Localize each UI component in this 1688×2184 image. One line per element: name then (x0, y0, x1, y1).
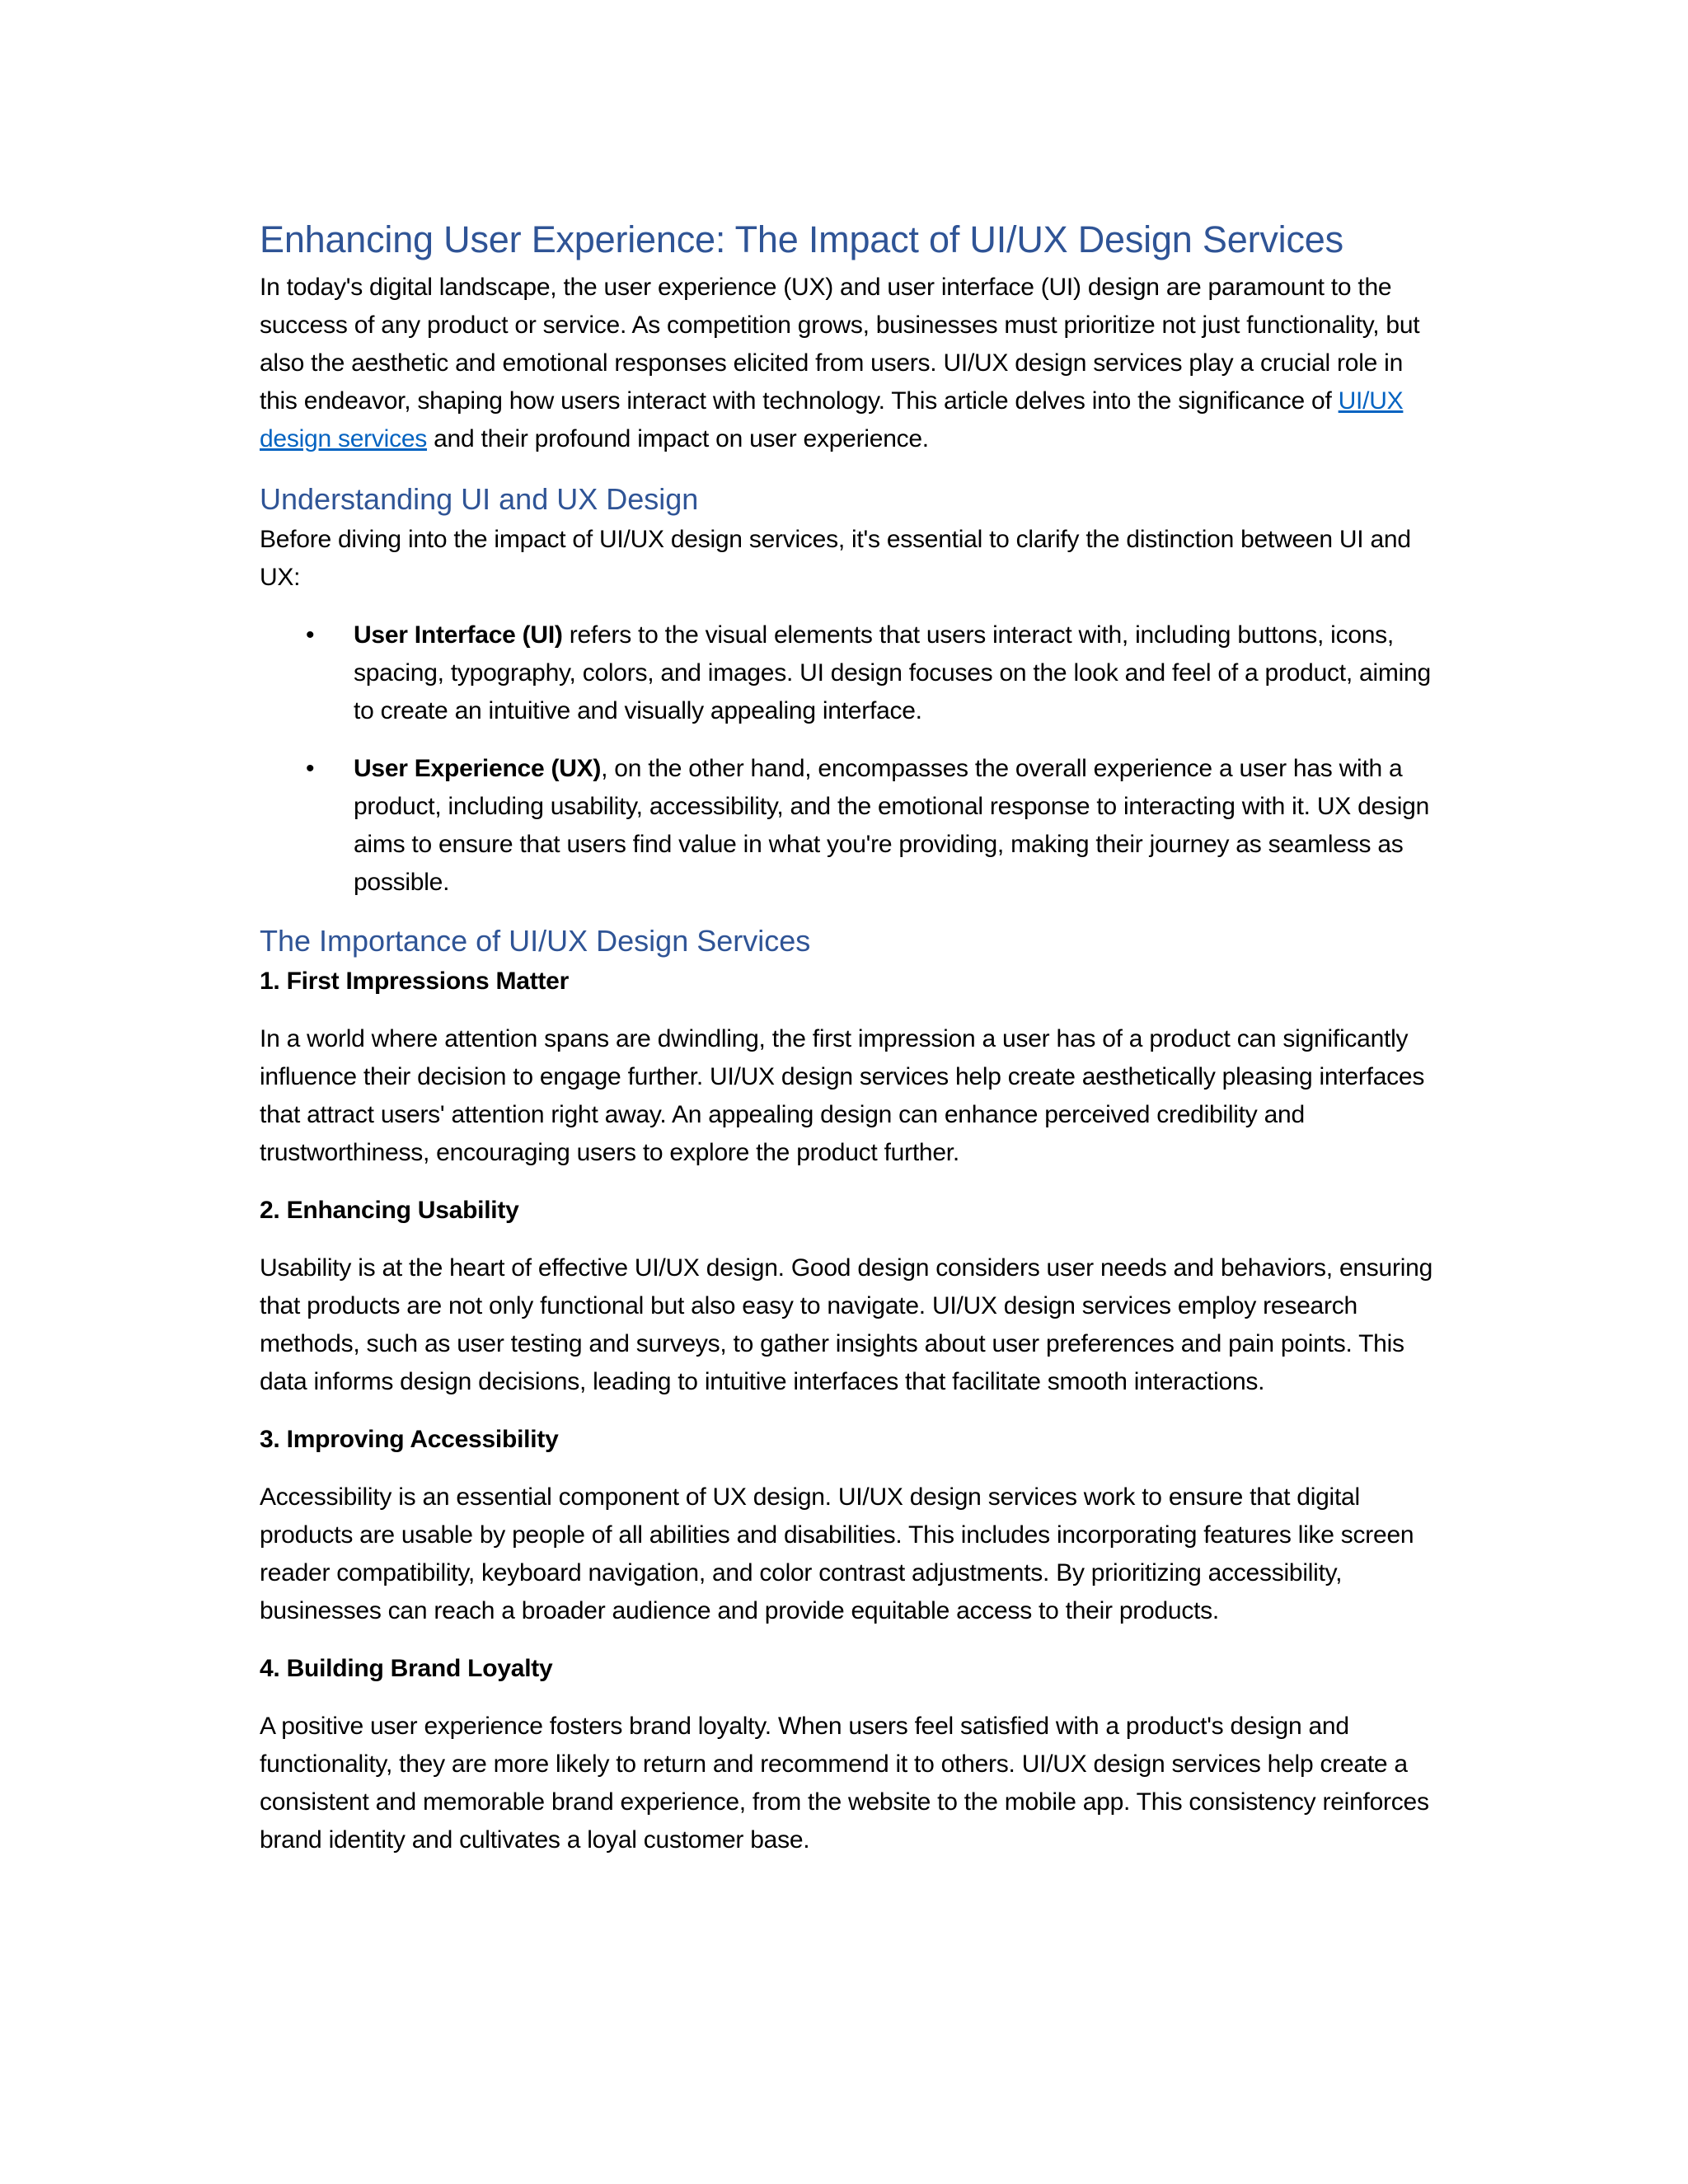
definition-ui: refers to the visual elements that users interact with, including buttons, icons, spacing, typography, colors, and images. UI design focuses on the look and feel of a product, aiming to create an intuitive and visually appealing interface. (354, 621, 1431, 724)
subheading-usability: 2. Enhancing Usability (260, 1197, 519, 1224)
intro-text-after-link: and their profound impact on user experience. (427, 425, 929, 452)
term-ux: User Experience (UX) (354, 755, 602, 782)
subheading-brand-loyalty: 4. Building Brand Loyalty (260, 1655, 553, 1682)
ui-ux-definition-list (260, 616, 1447, 902)
section-heading-understanding: Understanding UI and UX Design (260, 482, 699, 516)
bullet-icon: • (306, 755, 315, 782)
paragraph-brand-loyalty: A positive user experience fosters brand loyalty. When users feel satisfied with a product's design and functionality, they are more likely to return and recommend it to others. UI/UX design services help create a consistent and memorable brand experience, from the website to the mobile app. This consistency reinforces brand identity and cultivates a loyal customer base. (260, 1713, 1429, 1854)
subheading-accessibility: 3. Improving Accessibility (260, 1426, 559, 1453)
list-item-ux (260, 750, 1447, 902)
paragraph-first-impressions: In a world where attention spans are dwindling, the first impression a user has of a product can significantly influence their decision to engage further. UI/UX design services help create aesthetically pleasing interfaces that attract users' attention right away. An appealing design can enhance perceived credibility and trustworthiness, encouraging users to explore the product further. (260, 1025, 1425, 1166)
subheading-first-impressions: 1. First Impressions Matter (260, 968, 570, 995)
section-lead-paragraph: Before diving into the impact of UI/UX design services, it's essential to clarify the distinction between UI and UX: (260, 526, 1411, 591)
list-item-ui (260, 616, 1447, 730)
paragraph-accessibility: Accessibility is an essential component of UX design. UI/UX design services work to ensure that digital products are usable by people of all abilities and disabilities. This includes incorporating features like screen reader compatibility, keyboard navigation, and color contrast adjustments. By prioritizing accessibility, businesses can reach a broader audience and provide equitable access to their products. (260, 1483, 1414, 1624)
intro-text-before-link: In today's digital landscape, the user experience (UX) and user interface (UI) design are paramount to the success of any product or service. As competition grows, businesses must prioritize not just functionality, but also the aesthetic and emotional responses elicited from users. UI/UX design services play a crucial role in this endeavor, shaping how users interact with technology. This article delves into the significance of (260, 274, 1420, 415)
section-heading-importance: The Importance of UI/UX Design Services (260, 924, 811, 958)
document-page (260, 216, 1447, 1879)
definition-ux: , on the other hand, encompasses the overall experience a user has with a product, including usability, accessibility, and the emotional response to interacting with it. UX design aims to ensure that users find value in what you're providing, making their journey as seamless as possible. (354, 755, 1430, 896)
bullet-icon: • (306, 621, 315, 649)
intro-paragraph (260, 269, 1447, 458)
page-title: Enhancing User Experience: The Impact of UI/UX Design Services (260, 218, 1343, 260)
ui-ux-design-services-link[interactable]: UI/UX design services (260, 387, 1404, 452)
paragraph-usability: Usability is at the heart of effective UI/UX design. Good design considers user needs and behaviors, ensuring that products are not only functional but also easy to navigate. UI/UX design services employ research methods, such as user testing and surveys, to gather insights about user preferences and pain points. This data informs design decisions, leading to intuitive interfaces that facilitate smooth interactions. (260, 1254, 1433, 1395)
term-ui: User Interface (UI) (354, 621, 563, 649)
